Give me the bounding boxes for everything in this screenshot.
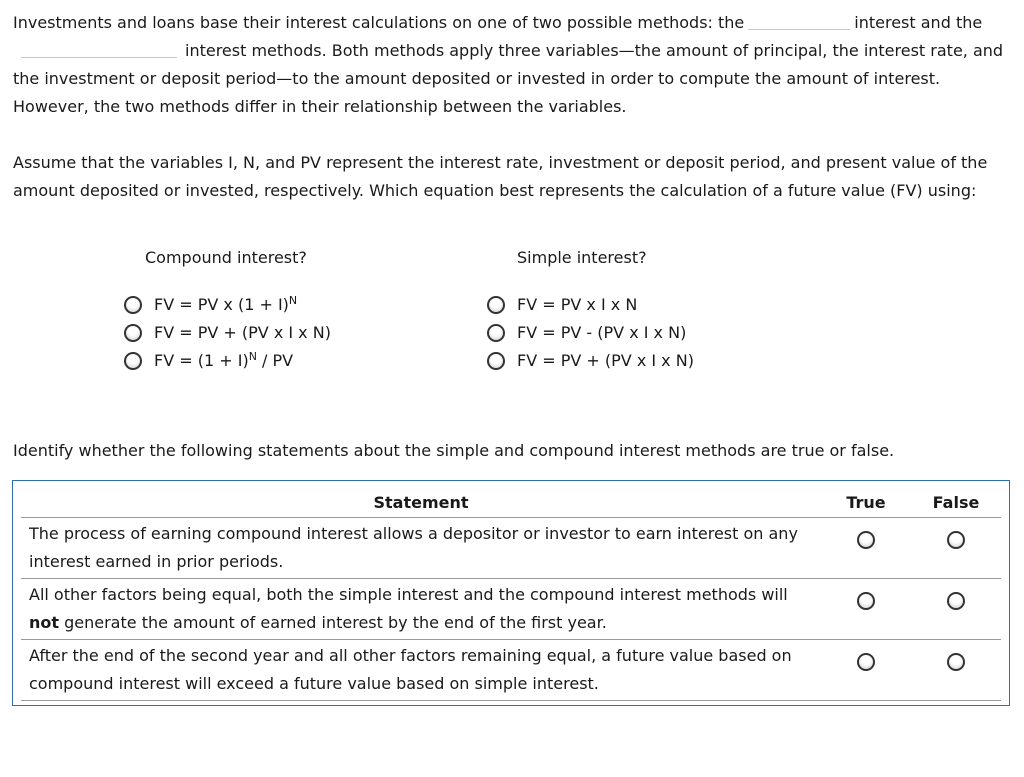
false-cell	[911, 579, 1001, 640]
false-header: False	[911, 487, 1001, 518]
statement-text: The process of earning compound interest allows a depositor or investor to earn interest on any interest earned in prior periods.	[21, 518, 821, 579]
compound-option-2[interactable]: FV = PV + (PV x I x N)	[124, 322, 331, 344]
true-header: True	[821, 487, 911, 518]
true-radio-icon[interactable]	[857, 653, 875, 671]
intro-text-start: Investments and loans base their interest calculations on one of two possible methods: the	[13, 13, 745, 32]
method-blank-2[interactable]	[21, 41, 177, 58]
false-cell	[911, 640, 1001, 701]
statement-header: Statement	[21, 487, 821, 518]
table-row	[21, 640, 1001, 701]
table-row	[21, 579, 1001, 640]
compound-heading: Compound interest?	[145, 248, 307, 267]
statement-text: All other factors being equal, both the simple interest and the compound interest methods will not generate the amount of earned interest by the end of the first year.	[21, 579, 821, 640]
false-radio-icon[interactable]	[947, 653, 965, 671]
true-radio-icon[interactable]	[857, 592, 875, 610]
intro-text-mid: interest and the	[854, 13, 983, 32]
question-paragraph: Assume that the variables I, N, and PV represent the interest rate, investment or deposit period, and present value of the amount deposited or invested, respectively. Which equation best represents the calculation of a future value (FV) using:	[13, 153, 988, 200]
intro-text-end: interest methods. Both methods apply three variables—the amount of principal, the interest rate, and the investment or deposit period—to the amount deposited or invested in order to compute the amount of interest. However, the two methods differ in their relationship between the variables.	[13, 41, 1004, 116]
radio-icon[interactable]	[124, 296, 142, 314]
simple-option-2[interactable]: FV = PV - (PV x I x N)	[487, 322, 686, 344]
compound-option-3[interactable]: FV = $(1 + I)^N$ / PV	[124, 350, 293, 372]
true-cell	[821, 640, 911, 701]
true-cell	[821, 518, 911, 579]
statement-table	[21, 487, 1001, 701]
radio-icon[interactable]	[487, 352, 505, 370]
intro-paragraph	[13, 9, 1013, 121]
identify-prompt: Identify whether the following statements about the simple and compound interest methods are true or false.	[13, 441, 895, 460]
false-radio-icon[interactable]	[947, 592, 965, 610]
compound-option-1[interactable]: FV = PV x $(1 + I)^N$	[124, 294, 297, 316]
simple-option-3[interactable]: FV = PV + (PV x I x N)	[487, 350, 694, 372]
radio-icon[interactable]	[487, 324, 505, 342]
radio-icon[interactable]	[487, 296, 505, 314]
true-radio-icon[interactable]	[857, 531, 875, 549]
radio-icon[interactable]	[124, 324, 142, 342]
radio-icon[interactable]	[124, 352, 142, 370]
simple-option-1[interactable]: FV = PV x I x N	[487, 294, 637, 316]
statement-text: After the end of the second year and all other factors remaining equal, a future value based on compound interest will exceed a future value based on simple interest.	[21, 640, 821, 701]
true-cell	[821, 579, 911, 640]
table-row	[21, 518, 1001, 579]
false-cell	[911, 518, 1001, 579]
simple-heading: Simple interest?	[517, 248, 647, 267]
method-blank-1[interactable]	[748, 13, 850, 30]
false-radio-icon[interactable]	[947, 531, 965, 549]
statement-table-box	[12, 480, 1010, 706]
